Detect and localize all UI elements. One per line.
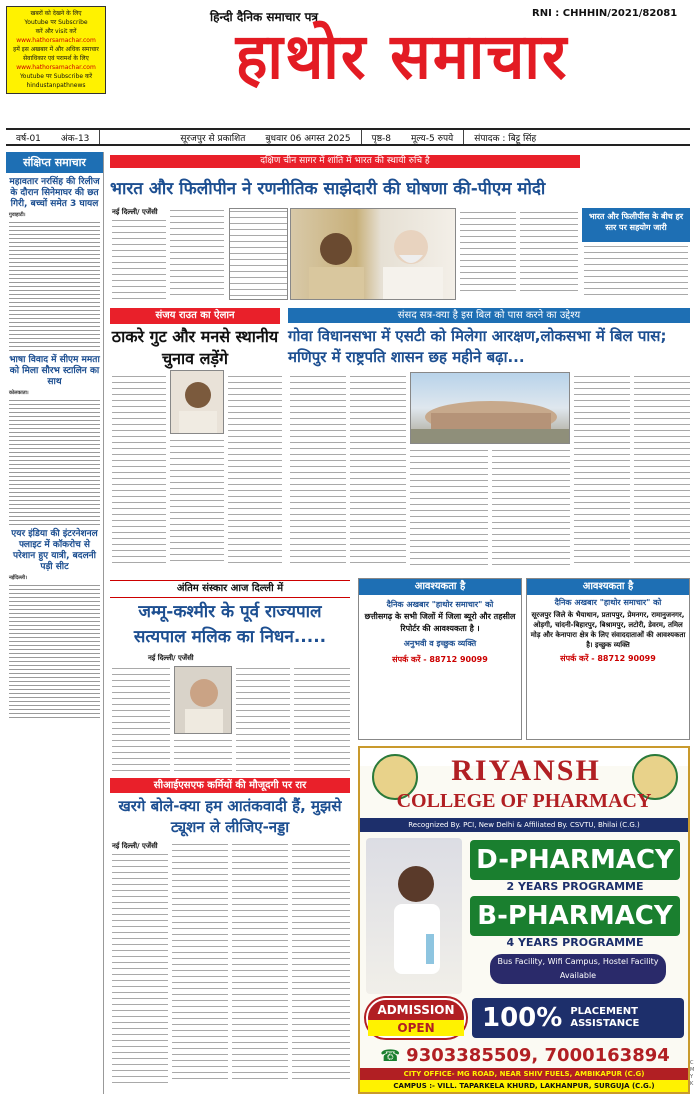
story2-text-col1 xyxy=(112,376,166,572)
raut-photo xyxy=(170,370,224,434)
brief-title[interactable]: एयर इंडिया की इंटरनेशनल फ्लाइट में कॉकरोच से परेशान हुए यात्री, बदलनी पड़ी सीट xyxy=(11,529,98,572)
story3-text-col3 xyxy=(410,450,488,572)
ad1-line2: छत्तीसगढ़ के सभी जिलों में जिला ब्यूरो और तहसील रिपोर्टर की आवश्यकता है । xyxy=(364,612,516,633)
story5-kicker: सीआईएसएफ कर्मियों की मौजूदगी पर रार xyxy=(110,778,350,793)
student-photo xyxy=(366,838,462,994)
ear-line: सेवाधिकार एवं परामर्श के लिए xyxy=(23,55,89,62)
brief-title[interactable]: भाषा विवाद में सीएम ममता को मिला सौरभ स्टालिन का साथ xyxy=(9,355,100,387)
story5-text-col2 xyxy=(172,844,228,1090)
story2-text-col2 xyxy=(170,440,224,570)
campus-address: CAMPUS :- VILL. TAPARKELA KHURD, LAKHANPUR, SURGUJA (C.G.) xyxy=(360,1080,688,1092)
college-recognition: Recognized By. PCI, New Delhi & Affiliated By. CSVTU, Bhilai (C.G.) xyxy=(360,818,688,832)
brief-lead: गुवाहाटी। xyxy=(9,212,26,218)
lead-byline: नई दिल्ली/ एजेंसी xyxy=(112,208,158,216)
ad2-heading: आवश्यकता है xyxy=(527,579,689,595)
ear-line[interactable]: hindustanpathnews xyxy=(26,82,86,89)
parliament-photo-graphic xyxy=(411,373,570,444)
lead-text-col5 xyxy=(520,212,578,300)
ad2-line2: सूरजपुर जिले के भैयाथान, प्रतापपुर, प्रेमनगर, रामानुजनगर, ओड़गी, चांदनी-बिहारपुर, बिश्रामपुर, लटोरी, डेवरम, तमिल मोड़ और केनापारा क्षेत्र के लिए संवाददाताओं की आवश्यकता है। इच्छुक व्यक्ति xyxy=(530,611,686,649)
story3-text-col1 xyxy=(290,376,346,572)
story4-kicker: अंतिम संस्कार आज दिल्ली में xyxy=(110,580,350,598)
course-dpharmacy: D-PHARMACY xyxy=(470,840,680,880)
briefs-column xyxy=(6,152,104,1094)
college-ad[interactable] xyxy=(358,746,690,1094)
story4-byline: नई दिल्ली/ एजेंसी xyxy=(148,654,194,662)
story3-text-col6 xyxy=(634,376,690,572)
lead-text-col4 xyxy=(460,212,516,300)
lead-text-col1 xyxy=(112,220,166,302)
story4-text-col2 xyxy=(174,740,232,778)
vacancy-ad-1[interactable] xyxy=(358,578,522,740)
briefs-heading: संक्षिप्त समाचार xyxy=(6,152,103,173)
leaders-photo xyxy=(290,208,456,300)
course-dpharmacy-sub: 2 YEARS PROGRAMME xyxy=(506,880,644,893)
brief-body xyxy=(6,585,103,718)
editor: संपादक : बिट्टू सिंह xyxy=(474,133,537,144)
masthead-title: हाथोर समाचार xyxy=(235,20,569,94)
college-name2: COLLEGE OF PHARMACY xyxy=(396,790,652,812)
story4-text-col3 xyxy=(236,668,290,778)
facility-banner: Bus Facility, Wifi Campus, Hostel Facility Available xyxy=(490,954,666,984)
story5-byline: नई दिल्ली/ एजेंसी xyxy=(112,842,158,850)
raut-photo-graphic xyxy=(171,371,224,434)
brief-title[interactable]: महावतार नरसिंह की रिलीज के दौरान सिनेमाघर की छत गिरी, बच्चों समेत 3 घायल xyxy=(9,177,100,209)
ear-line[interactable]: www.hathorsamachar.com xyxy=(16,37,96,44)
ad1-heading: आवश्यकता है xyxy=(359,579,521,595)
brief-lead: नईदिल्ली। xyxy=(9,575,28,581)
ear-line: हमें इस अखबार में और अधिक समाचार xyxy=(13,46,99,53)
ear-line: Youtube पर Subscribe करें xyxy=(19,73,93,80)
college-name1: RIYANSH xyxy=(451,754,601,787)
masthead-tagline: हिन्दी दैनिक समाचार पत्र xyxy=(210,10,319,24)
placement-percent: 100% xyxy=(482,1003,563,1033)
brief-body xyxy=(6,222,103,351)
story5-text-col4 xyxy=(292,844,350,1090)
story3-headline[interactable]: गोवा विधानसभा में एसटी को मिलेगा आरक्षण,लोकसभा में बिल पास; मणिपुर में राष्ट्रपति शासन छह महीने बढ़ा... xyxy=(288,327,667,366)
ad1-contact[interactable]: संपर्क करें - 88712 90099 xyxy=(392,655,488,664)
student-photo-graphic xyxy=(366,838,462,994)
lead-kicker: दक्षिण चीन सागर में शांति में भारत की स्थायी रुचि है xyxy=(110,155,580,168)
parliament-photo xyxy=(410,372,570,444)
story2-kicker: संजय राउत का ऐलान xyxy=(110,308,280,324)
ear-line: खबरों को देखने के लिए xyxy=(30,10,82,17)
price: मूल्य-5 रुपये xyxy=(411,133,454,144)
course-bpharmacy-sub: 4 YEARS PROGRAMME xyxy=(506,936,644,949)
ear-line: करें और visit करें xyxy=(35,28,77,35)
pages: पृष्ठ-8 xyxy=(371,133,392,144)
open-text: OPEN xyxy=(368,1020,464,1036)
ad2-contact[interactable]: संपर्क करें - 88712 90099 xyxy=(560,654,656,663)
ear-line: Youtube पर Subscribe xyxy=(24,19,88,26)
story3-text-col2 xyxy=(350,376,406,572)
lead-side-heading: भारत और फिलीपींस के बीच हर स्तर पर सहयोग जारी xyxy=(582,208,690,242)
story5-text-col1 xyxy=(112,854,168,1090)
story4-text-col4 xyxy=(294,668,350,778)
admission-text: ADMISSION xyxy=(377,1003,455,1017)
story2-text-col3 xyxy=(228,376,282,572)
course-bpharmacy: B-PHARMACY xyxy=(470,896,680,936)
issue: अंक-13 xyxy=(60,133,90,144)
lead-text-col3 xyxy=(229,208,288,300)
story3-text-col4 xyxy=(492,450,570,572)
story3-kicker: संसद सत्र-क्या है इस बिल को पास करने का उद्देश्य xyxy=(288,308,690,323)
city-office: CITY OFFICE- MG ROAD, NEAR SHIV FUELS, AMBIKAPUR (C.G) xyxy=(360,1068,688,1080)
ear-panel xyxy=(6,6,106,94)
story4-text-col1 xyxy=(112,668,170,776)
vacancy-ad-2[interactable] xyxy=(526,578,690,740)
phone-row[interactable] xyxy=(366,1042,684,1068)
place: सूरजपुर से प्रकाशित xyxy=(180,133,246,144)
brief-body xyxy=(6,400,103,525)
story5-headline[interactable]: खरगे बोले-क्या हम आतंकवादी हैं, मुझसे ट्यूशन ले लीजिए-नड्डा xyxy=(118,797,342,836)
ear-line[interactable]: www.hathorsamachar.com xyxy=(16,64,96,71)
rni-number: RNI : CHHHIN/2021/82081 xyxy=(532,8,678,19)
ad2-line1: दैनिक अखबार "हाथोर समाचार" को xyxy=(554,598,662,607)
cmyk-marker: C M Y K xyxy=(690,1060,695,1087)
side-text xyxy=(584,246,688,300)
phone-numbers[interactable]: 9303385509, 7000163894 xyxy=(406,1044,670,1066)
placement-banner xyxy=(472,998,684,1038)
story2-headline[interactable]: ठाकरे गुट और मनसे स्थानीय चुनाव लड़ेंगे xyxy=(111,327,279,368)
lead-headline[interactable]: भारत और फिलीपीन ने रणनीतिक साझेदारी की घोषणा की-पीएम मोदी xyxy=(110,179,546,199)
phone-icon: ☎ xyxy=(380,1045,401,1065)
story5-text-col3 xyxy=(232,844,288,1090)
admission-badge xyxy=(366,998,466,1038)
malik-photo xyxy=(174,666,232,734)
story3-text-col5 xyxy=(574,376,630,572)
brief-lead: कोलकाता। xyxy=(9,390,29,396)
year: वर्ष-01 xyxy=(16,133,41,144)
ad1-line1: दैनिक अखबार "हाथोर समाचार" को xyxy=(386,600,494,609)
placement-text: PLACEMENT ASSISTANCE xyxy=(570,1006,640,1029)
leaders-photo-graphic xyxy=(291,209,456,300)
info-bar xyxy=(6,128,690,146)
story4-headline[interactable]: जम्मू-कश्मीर के पूर्व राज्यपाल सत्यपाल मलिक का निधन..... xyxy=(133,602,327,647)
date: बुधवार 06 अगस्त 2025 xyxy=(265,133,351,144)
lead-text-col2 xyxy=(170,210,224,302)
malik-photo-graphic xyxy=(175,667,232,734)
ad1-line3: अनुभवी व इच्छुक व्यक्ति xyxy=(403,639,477,648)
